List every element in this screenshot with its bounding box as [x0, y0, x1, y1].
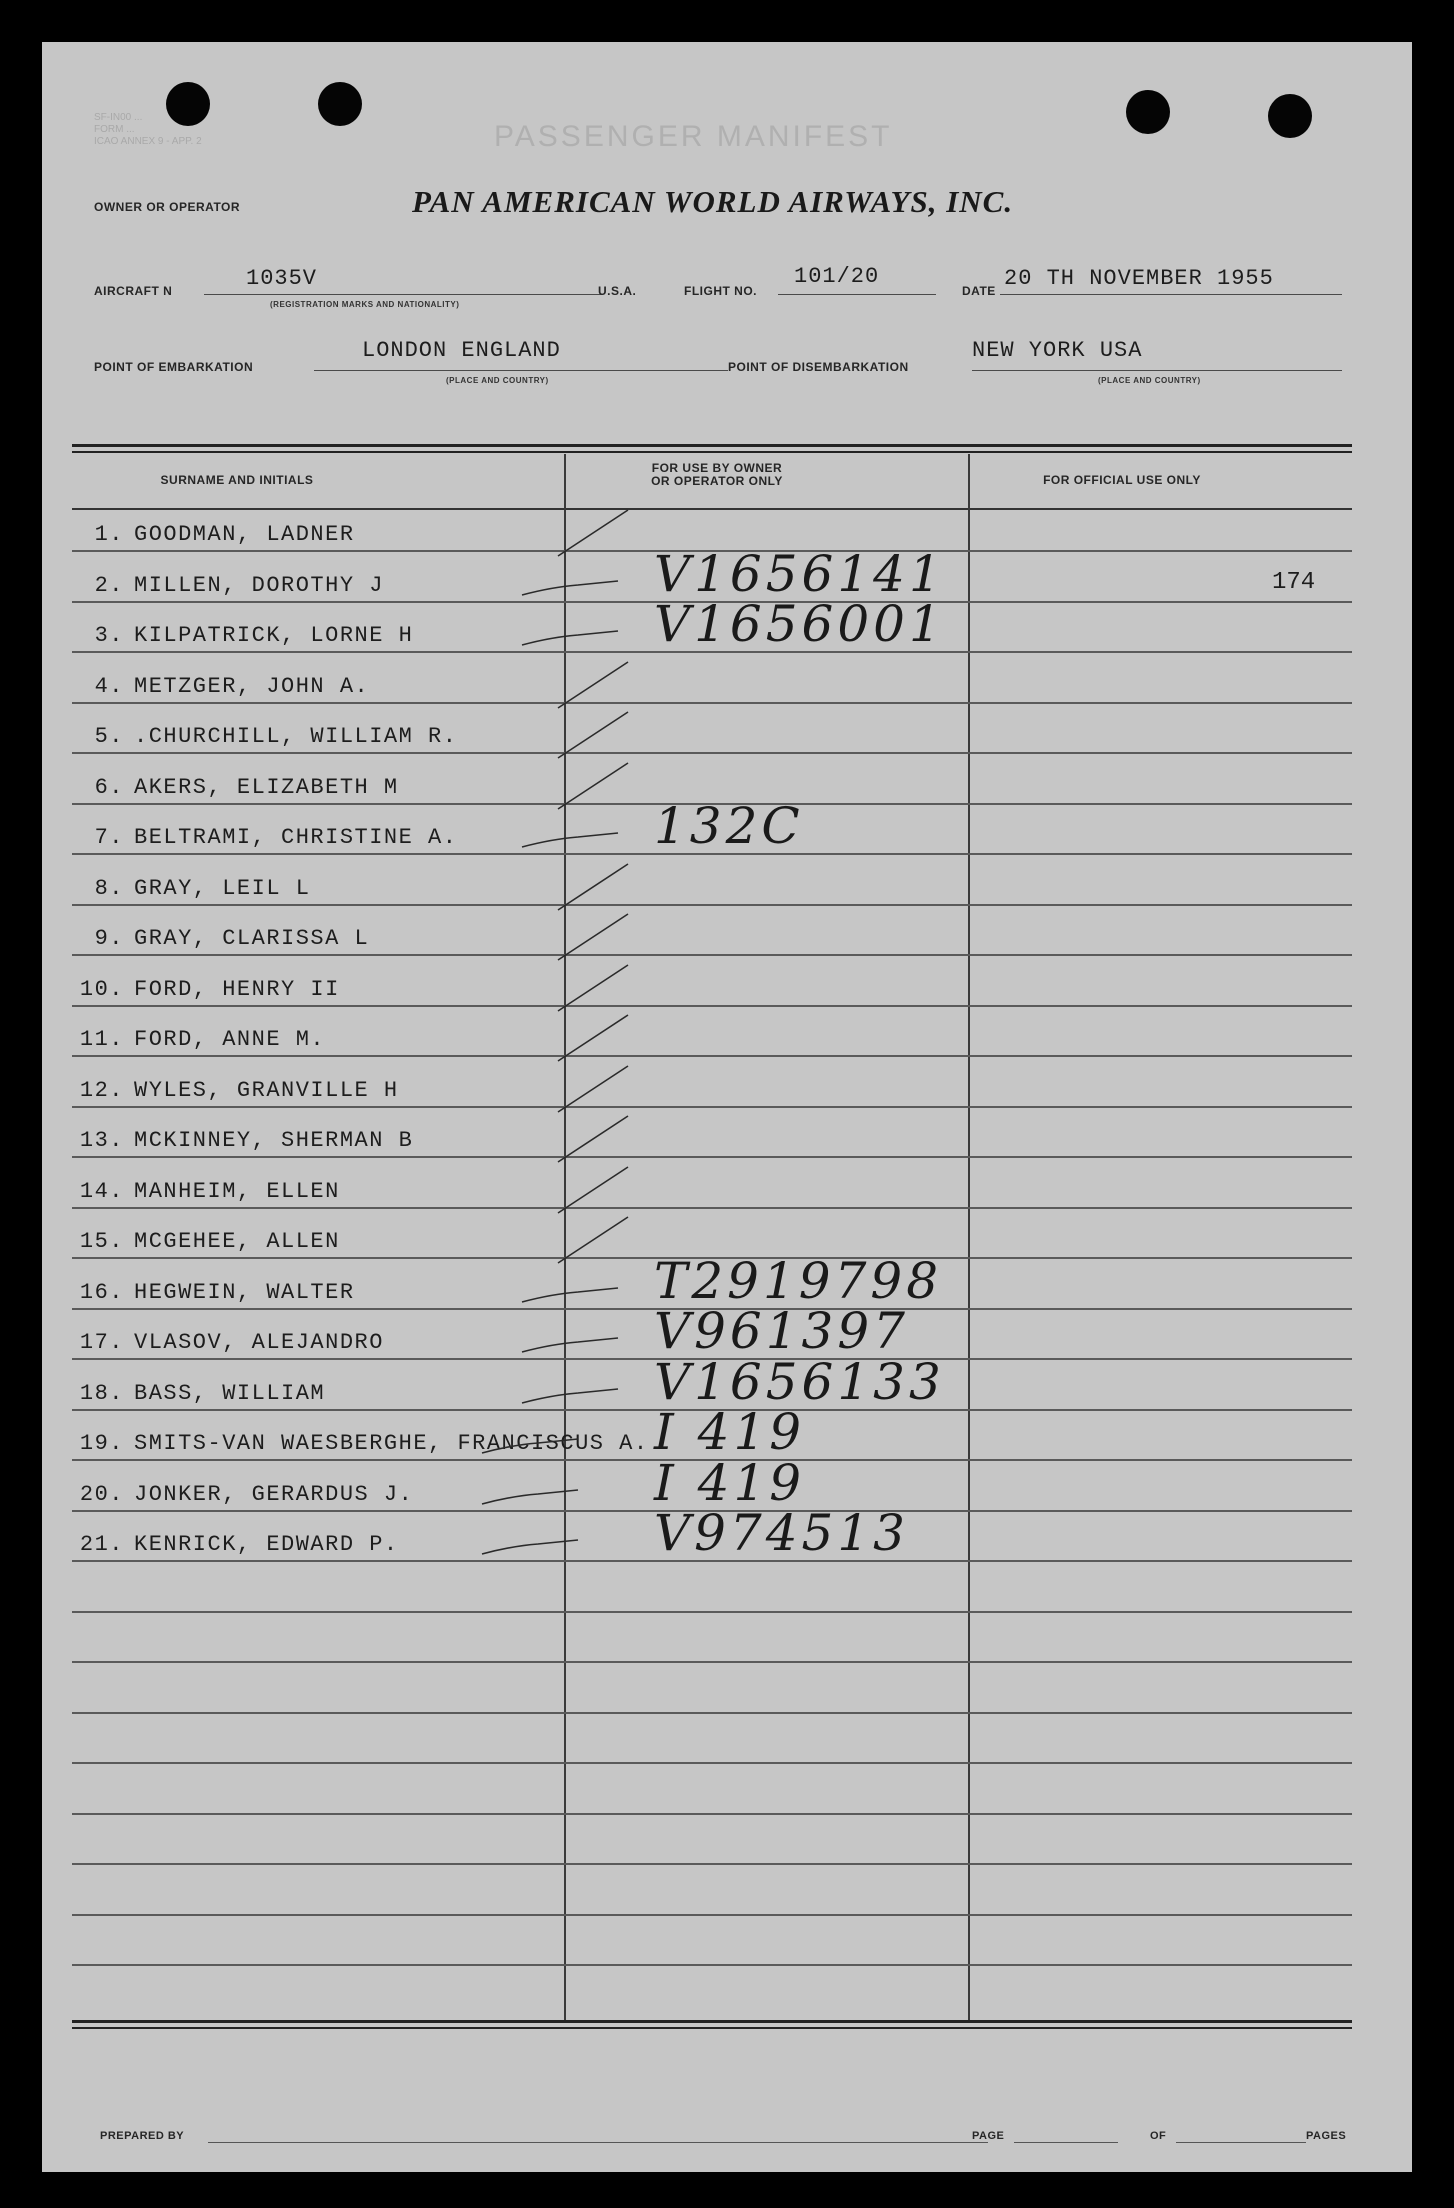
check-stroke — [558, 965, 628, 1011]
handwritten-note: V1656133 — [654, 1353, 945, 1411]
passenger-number: 12. — [79, 1078, 124, 1103]
check-stroke — [522, 581, 618, 595]
passenger-number: 15. — [79, 1229, 124, 1254]
passenger-number: 5. — [94, 724, 124, 749]
passenger-number: 14. — [79, 1179, 124, 1204]
passenger-name-text: KENRICK, EDWARD P. — [134, 1532, 399, 1557]
passenger-number: 1. — [94, 522, 124, 547]
passenger-name-text: SMITS-VAN WAESBERGHE, FRANCISCUS A. — [134, 1431, 649, 1456]
check-stroke — [522, 833, 618, 847]
passenger-name-text: BELTRAMI, CHRISTINE A. — [134, 825, 458, 850]
passenger-number: 4. — [94, 674, 124, 699]
embark-value: LONDON ENGLAND — [362, 338, 561, 363]
check-stroke — [558, 662, 628, 708]
passenger-number: 11. — [79, 1027, 124, 1052]
owner-use-header: FOR USE BY OWNER OR OPERATOR ONLY — [651, 461, 783, 488]
page-label: PAGE — [972, 2130, 1005, 2142]
aircraft-value: 1035V — [246, 266, 318, 291]
check-stroke — [558, 1066, 628, 1112]
check-stroke — [482, 1439, 578, 1453]
check-stroke — [558, 510, 628, 556]
handwritten-note: V1656141 — [654, 545, 945, 603]
check-stroke — [558, 1217, 628, 1263]
passenger-name-text: FORD, HENRY II — [134, 977, 340, 1002]
official-use-header: FOR OFFICIAL USE ONLY — [1043, 473, 1201, 487]
check-stroke — [558, 864, 628, 910]
passenger-number: 9. — [94, 926, 124, 951]
passenger-name-text: GRAY, LEIL L — [134, 876, 311, 901]
check-stroke — [558, 712, 628, 758]
handwritten-note: V974513 — [654, 1504, 909, 1562]
form-ref-line: ICAO ANNEX 9 - APP. 2 — [94, 136, 202, 147]
disembark-sub: (PLACE AND COUNTRY) — [1098, 376, 1201, 385]
passenger-name-text: BASS, WILLIAM — [134, 1381, 326, 1406]
pages-label: PAGES — [1306, 2130, 1347, 2142]
check-stroke — [558, 1015, 628, 1061]
passenger-number: 8. — [94, 876, 124, 901]
check-stroke — [558, 1167, 628, 1213]
date-label: DATE — [962, 284, 996, 298]
form-ref-line: FORM ... — [94, 124, 135, 135]
of-underline — [1176, 2142, 1306, 2143]
embark-sub: (PLACE AND COUNTRY) — [446, 376, 549, 385]
passenger-name-text: MCKINNEY, SHERMAN B — [134, 1128, 414, 1153]
embark-label: POINT OF EMBARKATION — [94, 360, 254, 374]
passenger-name-text: GRAY, CLARISSA L — [134, 926, 370, 951]
disembark-label: POINT OF DISEMBARKATION — [728, 360, 909, 374]
passenger-name-text: HEGWEIN, WALTER — [134, 1280, 355, 1305]
prepared-underline — [208, 2142, 988, 2143]
flight-label: FLIGHT NO. — [684, 284, 757, 298]
table-bottom-rule — [72, 2027, 1352, 2029]
passenger-number: 18. — [79, 1381, 124, 1406]
passenger-number: 3. — [94, 623, 124, 648]
passenger-number: 16. — [79, 1280, 124, 1305]
surname-header: SURNAME AND INITIALS — [160, 473, 314, 487]
aircraft-sub: (REGISTRATION MARKS AND NATIONALITY) — [270, 300, 460, 309]
passenger-name-text: .CHURCHILL, WILLIAM R. — [134, 724, 458, 749]
passenger-number: 7. — [94, 825, 124, 850]
passenger-name-text: VLASOV, ALEJANDRO — [134, 1330, 384, 1355]
passenger-name-text: MCGEHEE, ALLEN — [134, 1229, 340, 1254]
disembark-value: NEW YORK USA — [972, 338, 1143, 363]
passenger-name-text: GOODMAN, LADNER — [134, 522, 355, 547]
prepared-label: PREPARED BY — [100, 2130, 185, 2142]
passenger-name-text: MILLEN, DOROTHY J — [134, 573, 384, 598]
form-ref-line: SF-IN00 ... — [94, 112, 143, 123]
handwritten-note: I 419 — [654, 1403, 806, 1461]
owner-label: OWNER OR OPERATOR — [94, 200, 241, 214]
handwritten-note: 132C — [654, 797, 804, 855]
check-stroke — [522, 1338, 618, 1352]
passenger-name-text: JONKER, GERARDUS J. — [134, 1482, 414, 1507]
passenger-number: 17. — [79, 1330, 124, 1355]
passenger-number: 20. — [79, 1482, 124, 1507]
handwritten-marks — [42, 42, 1412, 2172]
passenger-name-text: MANHEIM, ELLEN — [134, 1179, 340, 1204]
passenger-number: 6. — [94, 775, 124, 800]
check-stroke — [482, 1490, 578, 1504]
aircraft-label: AIRCRAFT N — [94, 284, 173, 298]
handwritten-note: V1656001 — [654, 595, 945, 653]
table-bottom-rule — [72, 2020, 1352, 2023]
check-stroke — [558, 1116, 628, 1162]
handwritten-note: T2919798 — [654, 1252, 943, 1310]
passenger-number: 13. — [79, 1128, 124, 1153]
check-stroke — [522, 631, 618, 645]
manifest-page — [42, 42, 1412, 2172]
handwritten-note: I 419 — [654, 1454, 806, 1512]
passenger-number: 2. — [94, 573, 124, 598]
passenger-name-text: METZGER, JOHN A. — [134, 674, 370, 699]
usa-label: U.S.A. — [598, 284, 637, 298]
of-label: OF — [1150, 2130, 1167, 2142]
passenger-number: 21. — [79, 1532, 124, 1557]
date-value: 20 TH NOVEMBER 1955 — [1004, 266, 1274, 291]
form-title: PASSENGER MANIFEST — [494, 120, 893, 153]
passenger-name-text: WYLES, GRANVILLE H — [134, 1078, 399, 1103]
company-name: PAN AMERICAN WORLD AIRWAYS, INC. — [412, 184, 1014, 219]
check-stroke — [558, 763, 628, 809]
check-stroke — [522, 1389, 618, 1403]
page-underline — [1014, 2142, 1118, 2143]
passenger-name-text: KILPATRICK, LORNE H — [134, 623, 414, 648]
passenger-name-text: FORD, ANNE M. — [134, 1027, 326, 1052]
passenger-number: 10. — [79, 977, 124, 1002]
official-note: 174 — [1272, 569, 1316, 596]
passenger-number: 19. — [79, 1431, 124, 1456]
handwritten-note: V961397 — [654, 1302, 909, 1360]
passenger-name-text: AKERS, ELIZABETH M — [134, 775, 399, 800]
check-stroke — [482, 1540, 578, 1554]
flight-value: 101/20 — [794, 264, 880, 289]
check-stroke — [558, 914, 628, 960]
check-stroke — [522, 1288, 618, 1302]
